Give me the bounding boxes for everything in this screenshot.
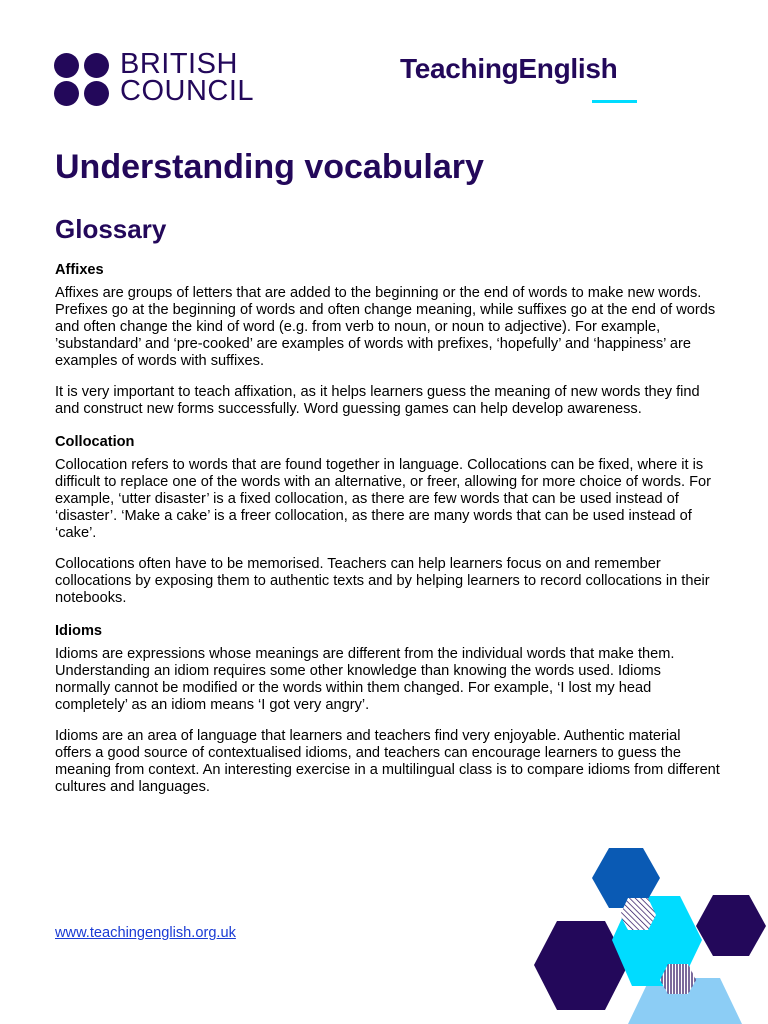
british-council-wordmark bbox=[120, 48, 255, 107]
teaching-english-underline bbox=[592, 100, 637, 103]
website-link[interactable]: www.teachingenglish.org.uk bbox=[55, 925, 236, 941]
hexagon-dark-purple-right bbox=[696, 895, 766, 956]
entry-heading-collocation: Collocation bbox=[55, 434, 135, 450]
collocation-paragraph-1: Collocation refers to words that are found together in language. Collocations can be fixed, where it is difficult to replace one of the words with an alternative, or freer, allowing for more choice of words. For example, ‘utter disaster’ is a fixed collocation, as there are few words that can be used instead of ‘disaster’. ‘Make a cake’ is a freer collocation, as there are many words that can be used instead of ‘cake’. bbox=[55, 457, 711, 541]
bc-logo-line-2: COUNCIL bbox=[120, 75, 255, 107]
collocation-paragraph-2: Collocations often have to be memorised. Teachers can help learners focus on and remember collocations by exposing them to authentic texts and by helping learners to record collocations in their notebooks. bbox=[55, 556, 710, 606]
british-council-logo bbox=[54, 48, 264, 107]
idioms-paragraph-1: Idioms are expressions whose meanings are different from the individual words that make them. Understanding an idiom requires some other knowledge than knowing the words used. Idioms normally cannot be modified or the words within them changed. For example, ‘I lost my head completely’ as an idiom means ‘I got very angry’. bbox=[55, 646, 675, 713]
glossary-content bbox=[55, 262, 720, 810]
british-council-dots-icon bbox=[54, 51, 112, 107]
page-title: Understanding vocabulary bbox=[55, 148, 484, 186]
bc-logo-line-1: BRITISH bbox=[120, 48, 238, 80]
teaching-english-logo: TeachingEnglish bbox=[400, 53, 618, 84]
hexagon-decoration bbox=[520, 840, 768, 1024]
hexagon-dark-purple-large bbox=[534, 921, 628, 1010]
entry-heading-affixes: Affixes bbox=[55, 262, 104, 278]
idioms-paragraph-2: Idioms are an area of language that learners and teachers find very enjoyable. Authentic material offers a good source of contextualised idioms, and teachers can encourage learners to guess the meaning from context. An interesting exercise in a multilingual class is to compare idioms from different cultures and languages. bbox=[55, 728, 720, 795]
affixes-paragraph-1: Affixes are groups of letters that are added to the beginning or the end of words to make new words. Prefixes go at the beginning of words and often change meaning, while suffixes go at the end of words and often change the kind of word (e.g. from verb to noun, or noun to adjective). For example, ’substandard’ and ‘pre-cooked’ are examples of words with prefixes, ‘hopefully’ and ‘happiness’ are examples of words with suffixes. bbox=[55, 285, 716, 369]
entry-heading-idioms: Idioms bbox=[55, 623, 103, 639]
affixes-paragraph-2: It is very important to teach affixation, as it helps learners guess the meaning of new words they find and construct new forms successfully. Word guessing games can help develop awareness. bbox=[55, 384, 700, 417]
section-heading: Glossary bbox=[55, 214, 167, 244]
